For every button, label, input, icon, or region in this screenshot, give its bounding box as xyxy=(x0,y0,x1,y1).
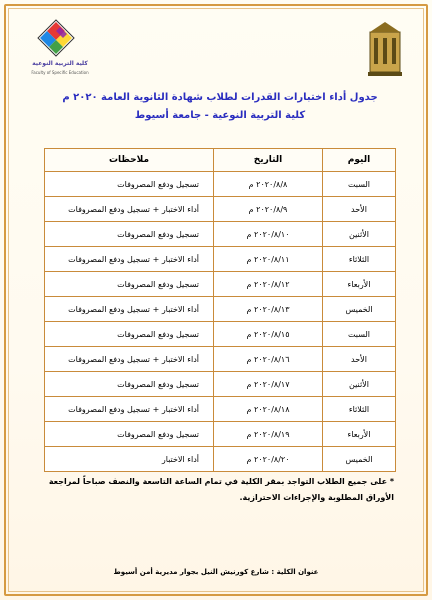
table-row xyxy=(45,447,396,472)
table-row xyxy=(45,422,396,447)
cell-date: ٢٠٢٠/٨/١٠ م xyxy=(214,222,323,247)
cell-date: ٢٠٢٠/٨/٩ م xyxy=(214,197,323,222)
cell-date: ٢٠٢٠/٨/١١ م xyxy=(214,247,323,272)
cell-day: الأربعاء xyxy=(323,272,396,297)
cell-note: أداء الاختبار xyxy=(45,447,214,472)
cell-day: الأثنين xyxy=(323,372,396,397)
table-row xyxy=(45,247,396,272)
table-row xyxy=(45,297,396,322)
table-header-row xyxy=(45,149,396,172)
table-row xyxy=(45,372,396,397)
cell-note: تسجيل ودفع المصروفات xyxy=(45,422,214,447)
table-row xyxy=(45,222,396,247)
cell-date: ٢٠٢٠/٨/١٢ م xyxy=(214,272,323,297)
faculty-name-ar: كلية التربية النوعية xyxy=(32,60,88,67)
header-notes: ملاحظات xyxy=(45,149,214,172)
cell-day: الأحد xyxy=(323,347,396,372)
table-row xyxy=(45,322,396,347)
page-subtitle: كلية التربية النوعية - جامعة أسيوط xyxy=(134,110,306,121)
cell-note: أداء الاختبار + تسجيل ودفع المصروفات xyxy=(45,397,214,422)
page-title: جدول أداء اختبارات القدرات لطلاب شهادة الثانوية العامة ٢٠٢٠ م xyxy=(62,92,378,103)
cell-note: تسجيل ودفع المصروفات xyxy=(45,172,214,197)
table-row xyxy=(45,197,396,222)
table-row xyxy=(45,172,396,197)
cell-day: الثلاثاء xyxy=(323,247,396,272)
cell-date: ٢٠٢٠/٨/١٣ م xyxy=(214,297,323,322)
faculty-logo-mark-icon xyxy=(36,18,76,58)
cell-note: أداء الاختبار + تسجيل ودفع المصروفات xyxy=(45,347,214,372)
faculty-name-en: Faculty of Specific Education xyxy=(31,70,89,75)
cell-day: الثلاثاء xyxy=(323,397,396,422)
schedule-table xyxy=(44,148,396,472)
cell-date: ٢٠٢٠/٨/١٨ م xyxy=(214,397,323,422)
cell-note: تسجيل ودفع المصروفات xyxy=(45,272,214,297)
cell-note: أداء الاختبار + تسجيل ودفع المصروفات xyxy=(45,197,214,222)
cell-day: الخميس xyxy=(323,297,396,322)
faculty-logo xyxy=(30,18,89,88)
cell-day: الأربعاء xyxy=(323,422,396,447)
cell-day: الأثنين xyxy=(323,222,396,247)
cell-note: أداء الاختبار + تسجيل ودفع المصروفات xyxy=(45,247,214,272)
footnote: * على جميع الطلاب التواجد بمقر الكلية في تمام الساعة التاسعة والنصف صباحاً لمراجعة الأوراق المطلوبة والإجراءات الاحترازية. xyxy=(48,477,394,502)
cell-date: ٢٠٢٠/٨/٢٠ م xyxy=(214,447,323,472)
cell-day: الأحد xyxy=(323,197,396,222)
cell-date: ٢٠٢٠/٨/١٩ م xyxy=(214,422,323,447)
header-day: اليوم xyxy=(323,149,396,172)
cell-note: تسجيل ودفع المصروفات xyxy=(45,222,214,247)
table-row xyxy=(45,272,396,297)
cell-note: تسجيل ودفع المصروفات xyxy=(45,322,214,347)
cell-day: السبت xyxy=(323,172,396,197)
footer-address: عنوان الكلية : شارع كورنيش النيل بجوار مديرية أمن أسيوط xyxy=(113,568,319,576)
table-row xyxy=(45,397,396,422)
table-row xyxy=(45,347,396,372)
cell-date: ٢٠٢٠/٨/١٥ م xyxy=(214,322,323,347)
cell-date: ٢٠٢٠/٨/٨ م xyxy=(214,172,323,197)
university-emblem-icon xyxy=(366,22,404,84)
cell-note: أداء الاختبار + تسجيل ودفع المصروفات xyxy=(45,297,214,322)
cell-day: السبت xyxy=(323,322,396,347)
university-logo xyxy=(366,22,404,84)
cell-note: تسجيل ودفع المصروفات xyxy=(45,372,214,397)
cell-day: الخميس xyxy=(323,447,396,472)
cell-date: ٢٠٢٠/٨/١٦ م xyxy=(214,347,323,372)
cell-date: ٢٠٢٠/٨/١٧ م xyxy=(214,372,323,397)
header-date: التاريخ xyxy=(214,149,323,172)
